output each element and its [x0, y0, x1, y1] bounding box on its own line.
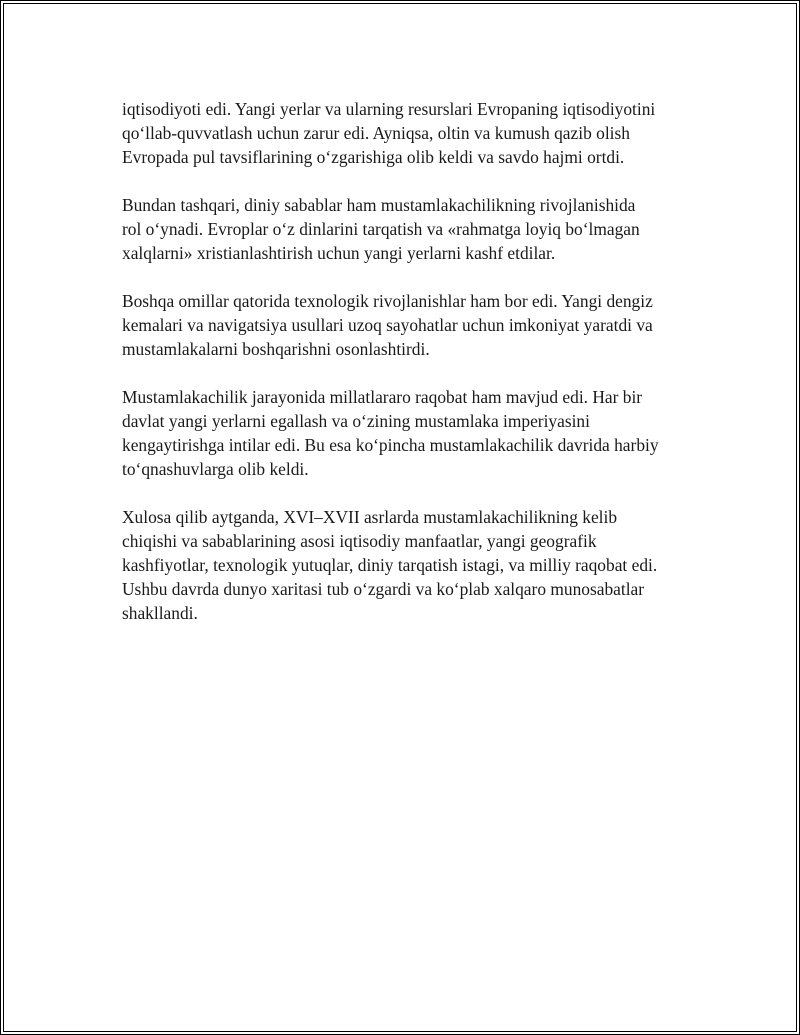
paragraph-national-rivalry: Mustamlakachilik jarayonida millatlararo raqobat ham mavjud edi. Har bir davlat yangi yerlarni egallash va o‘zining mustamlaka imperiyasini kengaytirishga intilar edi. Bu esa ko‘pincha mustamlakachilik davrida harbiy to‘qnashuvlarga olib keldi.: [122, 387, 659, 479]
document-body: [122, 97, 702, 649]
document-page: [3, 3, 797, 1032]
paragraph-conclusion: Xulosa qilib aytganda, XVI–XVII asrlarda mustamlakachilikning kelib chiqishi va sabablarining asosi iqtisodiy manfaatlar, yangi geografik kashfiyotlar, texnologik yutuqlar, diniy tarqatish istagi, va milliy raqobat edi. Ushbu davrda dunyo xaritasi tub o‘zgardi va ko‘plab xalqaro munosabatlar shakllandi.: [122, 507, 658, 623]
paragraph-religious-reasons: Bundan tashqari, diniy sabablar ham mustamlakachilikning rivojlanishida rol o‘ynadi. Evroplar o‘z dinlarini tarqatish va «rahmatga loyiq bo‘lmagan xalqlarni» xristianlashtirish uchun yangi yerlarni kashf etdilar.: [122, 195, 640, 263]
paragraph-technological-factors: Boshqa omillar qatorida texnologik rivojlanishlar ham bor edi. Yangi dengiz kemalari va navigatsiya usullari uzoq sayohatlar uchun imkoniyat yaratdi va mustamlakalarni boshqarishni osonlashtirdi.: [122, 291, 653, 359]
paragraph-economic-reasons: iqtisodiyoti edi. Yangi yerlar va ularning resurslari Evropaning iqtisodiyotini qo‘llab-quvvatlash uchun zarur edi. Ayniqsa, oltin va kumush qazib olish Evropada pul tavsiflarining o‘zgarishiga olib keldi va savdo hajmi ortdi.: [122, 99, 656, 167]
